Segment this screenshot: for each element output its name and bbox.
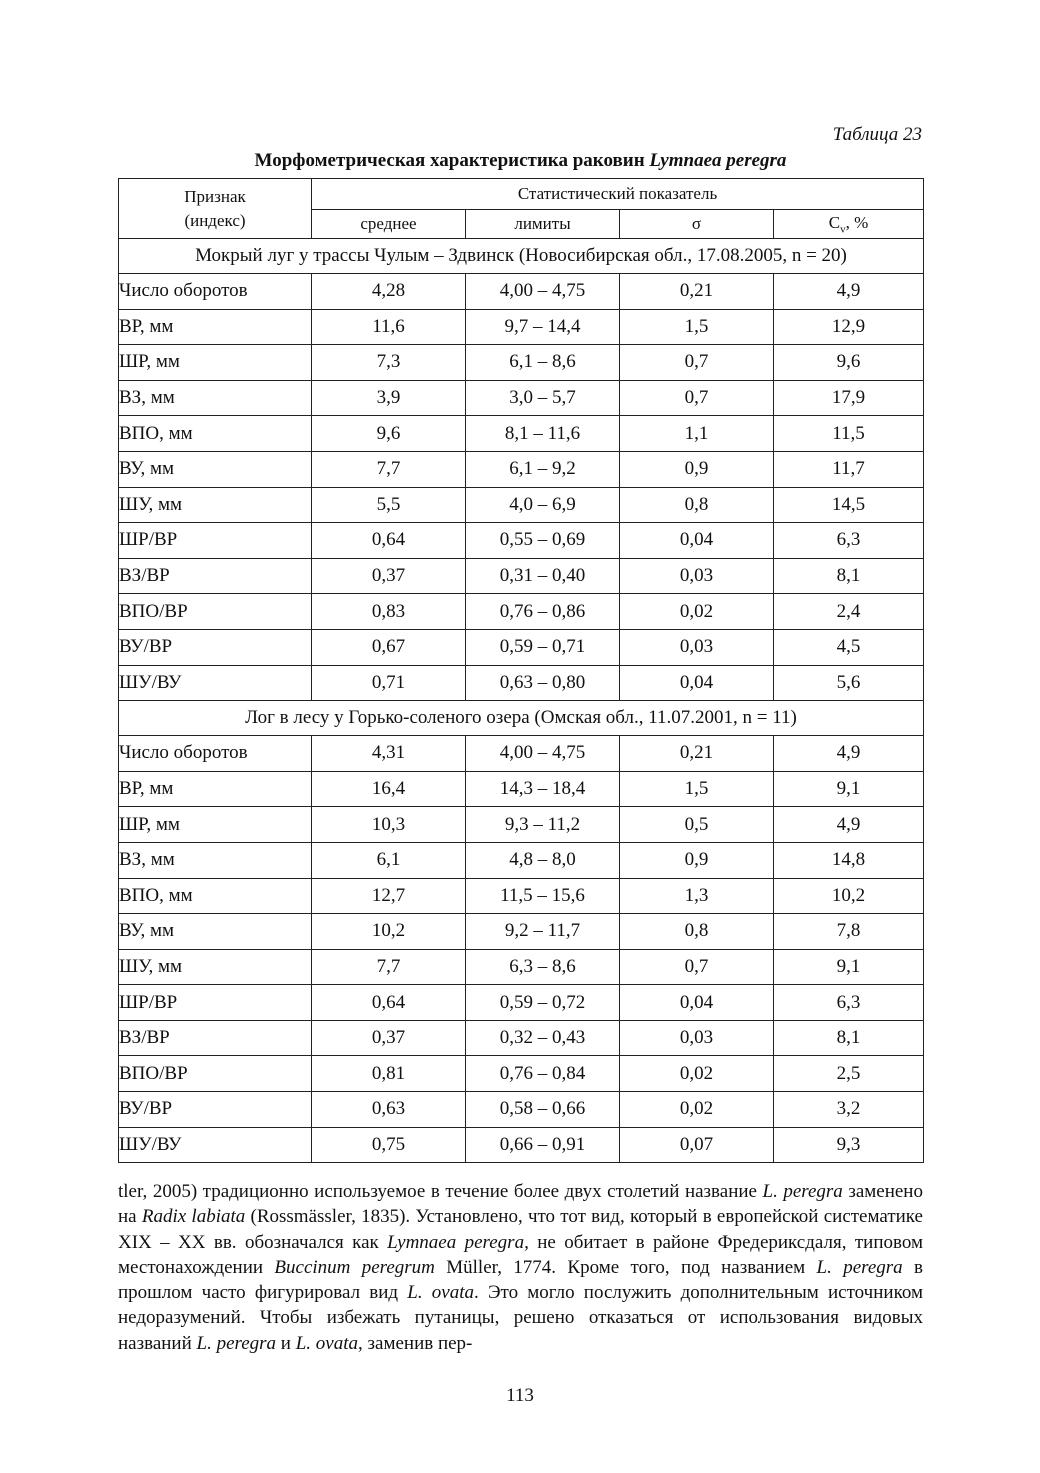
cell-feature: ВЗ/ВР	[119, 558, 312, 594]
cell-sigma: 0,07	[620, 1127, 774, 1163]
table-row	[119, 985, 924, 1021]
species-name: L. peregra	[816, 1256, 903, 1278]
cell-feature: ВПО, мм	[119, 878, 312, 914]
cell-cv: 14,8	[774, 842, 924, 878]
table-row	[119, 309, 924, 345]
table-number-label: Таблица 23	[832, 124, 922, 145]
text-segment: не обитает в районе Фредериксдаля, типовом местонахождении	[118, 1231, 923, 1278]
cell-limits: 4,0 – 6,9	[466, 487, 620, 523]
cell-sigma: 0,02	[620, 594, 774, 630]
table-row	[119, 345, 924, 381]
section-header-row	[119, 701, 924, 736]
cell-limits: 0,76 – 0,86	[466, 594, 620, 630]
cell-sigma: 0,9	[620, 842, 774, 878]
cell-sigma: 0,02	[620, 1056, 774, 1092]
cell-feature: ШУ, мм	[119, 949, 312, 985]
cell-feature: Число оборотов	[119, 274, 312, 310]
cell-mean: 0,37	[312, 558, 466, 594]
cell-limits: 0,55 – 0,69	[466, 523, 620, 559]
text-segment: . Это могло послужить дополнительным источником недоразумений. Чтобы избежать путаницы, решено отказаться от использования видовых названий	[118, 1282, 923, 1354]
header-feature	[119, 179, 312, 239]
cell-feature: ВР, мм	[119, 771, 312, 807]
cell-limits: 0,58 – 0,66	[466, 1092, 620, 1128]
cell-feature: ШР/ВР	[119, 523, 312, 559]
table-row	[119, 558, 924, 594]
section-title: Лог в лесу у Горько-соленого озера (Омская обл., 11.07.2001, n = 11)	[119, 701, 924, 736]
cell-sigma: 0,02	[620, 1092, 774, 1128]
cell-sigma: 0,7	[620, 380, 774, 416]
species-name: L. peregra	[762, 1181, 843, 1202]
header-cv	[774, 210, 924, 239]
cell-mean: 0,64	[312, 523, 466, 559]
cell-mean: 0,71	[312, 665, 466, 701]
cell-cv: 6,3	[774, 985, 924, 1021]
cell-cv: 11,7	[774, 451, 924, 487]
species-name: L. peregra	[196, 1332, 277, 1354]
text-segment: , заменив пер-	[358, 1332, 473, 1354]
cell-limits: 0,31 – 0,40	[466, 558, 620, 594]
cell-feature: ВУ/ВР	[119, 1092, 312, 1128]
cell-feature: ВУ, мм	[119, 451, 312, 487]
cell-sigma: 0,04	[620, 985, 774, 1021]
table-row	[119, 1056, 924, 1092]
cell-mean: 16,4	[312, 771, 466, 807]
cell-feature: ВПО, мм	[119, 416, 312, 452]
cell-mean: 12,7	[312, 878, 466, 914]
species-name: L. ovata	[407, 1282, 475, 1304]
cell-mean: 5,5	[312, 487, 466, 523]
cell-feature: ВЗ, мм	[119, 842, 312, 878]
table-row	[119, 1020, 924, 1056]
cell-limits: 6,3 – 8,6	[466, 949, 620, 985]
cell-cv: 4,9	[774, 274, 924, 310]
cell-mean: 7,7	[312, 451, 466, 487]
text-segment: в прошлом часто фигурировал вид	[118, 1256, 923, 1304]
cell-cv: 12,9	[774, 309, 924, 345]
cell-mean: 4,28	[312, 274, 466, 310]
cell-sigma: 1,1	[620, 416, 774, 452]
cell-feature: ВЗ, мм	[119, 380, 312, 416]
cell-cv: 8,1	[774, 1020, 924, 1056]
table-row	[119, 878, 924, 914]
cell-limits: 14,3 – 18,4	[466, 771, 620, 807]
table-row	[119, 949, 924, 985]
cell-feature: ВР, мм	[119, 309, 312, 345]
table-row	[119, 629, 924, 665]
cell-sigma: 0,7	[620, 949, 774, 985]
table-row	[119, 665, 924, 701]
cell-feature: ВПО/ВР	[119, 1056, 312, 1092]
species-name: Lymnaea peregra,	[387, 1231, 529, 1253]
cell-mean: 3,9	[312, 380, 466, 416]
cell-limits: 0,76 – 0,84	[466, 1056, 620, 1092]
species-name: Radix labiata	[141, 1206, 246, 1228]
cell-feature: ШР, мм	[119, 807, 312, 843]
table-row	[119, 416, 924, 452]
table-row	[119, 914, 924, 950]
cell-mean: 9,6	[312, 416, 466, 452]
cell-mean: 11,6	[312, 309, 466, 345]
cell-mean: 7,7	[312, 949, 466, 985]
cell-feature: ВУ/ВР	[119, 629, 312, 665]
table-row	[119, 451, 924, 487]
cell-cv: 14,5	[774, 487, 924, 523]
cell-mean: 0,81	[312, 1056, 466, 1092]
cell-sigma: 0,21	[620, 274, 774, 310]
cell-sigma: 0,03	[620, 629, 774, 665]
table-title-species: Lymnaea peregra	[649, 150, 787, 171]
cell-sigma: 0,8	[620, 487, 774, 523]
cell-cv: 7,8	[774, 914, 924, 950]
table-row	[119, 807, 924, 843]
text-segment: и	[276, 1332, 296, 1354]
section-header-row	[119, 239, 924, 274]
table-title-text: Морфометрическая характеристика раковин	[254, 150, 650, 171]
cell-cv: 4,5	[774, 629, 924, 665]
table-row	[119, 594, 924, 630]
cell-feature: ШУ/ВУ	[119, 665, 312, 701]
header-feature-line1: Признак	[184, 186, 246, 206]
cell-limits: 0,32 – 0,43	[466, 1020, 620, 1056]
cell-limits: 0,63 – 0,80	[466, 665, 620, 701]
cell-mean: 6,1	[312, 842, 466, 878]
cell-cv: 2,5	[774, 1056, 924, 1092]
cell-cv: 9,1	[774, 771, 924, 807]
cell-cv: 11,5	[774, 416, 924, 452]
cell-limits: 4,00 – 4,75	[466, 274, 620, 310]
cell-limits: 4,8 – 8,0	[466, 842, 620, 878]
cell-sigma: 1,5	[620, 771, 774, 807]
cell-limits: 0,59 – 0,71	[466, 629, 620, 665]
cell-limits: 0,66 – 0,91	[466, 1127, 620, 1163]
cell-limits: 9,7 – 14,4	[466, 309, 620, 345]
cell-limits: 6,1 – 8,6	[466, 345, 620, 381]
cell-sigma: 0,03	[620, 558, 774, 594]
cell-sigma: 0,8	[620, 914, 774, 950]
cell-cv: 4,9	[774, 736, 924, 772]
table-row	[119, 487, 924, 523]
cell-cv: 2,4	[774, 594, 924, 630]
page-number: 113	[506, 1385, 534, 1406]
table-row	[119, 523, 924, 559]
cell-cv: 8,1	[774, 558, 924, 594]
cell-feature: ШР/ВР	[119, 985, 312, 1021]
cell-mean: 0,83	[312, 594, 466, 630]
cell-limits: 9,3 – 11,2	[466, 807, 620, 843]
cell-mean: 0,64	[312, 985, 466, 1021]
table-row	[119, 842, 924, 878]
text-segment: Müller, 1774. Кроме того, под названием	[434, 1256, 817, 1278]
header-mean: среднее	[312, 210, 466, 239]
cell-sigma: 0,21	[620, 736, 774, 772]
cell-feature: ВЗ/ВР	[119, 1020, 312, 1056]
cell-limits: 4,00 – 4,75	[466, 736, 620, 772]
cell-limits: 9,2 – 11,7	[466, 914, 620, 950]
cell-mean: 0,37	[312, 1020, 466, 1056]
species-name: L. ovata	[295, 1332, 358, 1354]
cell-sigma: 0,9	[620, 451, 774, 487]
cell-mean: 0,67	[312, 629, 466, 665]
header-limits: лимиты	[466, 210, 620, 239]
species-name: Buccinum peregrum	[274, 1256, 435, 1278]
table-body	[119, 239, 924, 1163]
cell-mean: 10,2	[312, 914, 466, 950]
cell-mean: 10,3	[312, 807, 466, 843]
cell-cv: 3,2	[774, 1092, 924, 1128]
morphometric-table	[118, 178, 924, 1163]
text-segment: (Rossmässler, 1835). Установлено, что тот вид, который в европейской систематике XIX – XX вв. обозначался как	[118, 1206, 923, 1253]
table-row	[119, 736, 924, 772]
table-title	[118, 150, 923, 172]
header-cv-unit: , %	[845, 212, 869, 232]
cell-sigma: 0,04	[620, 665, 774, 701]
cell-sigma: 1,5	[620, 309, 774, 345]
cell-mean: 7,3	[312, 345, 466, 381]
cell-limits: 3,0 – 5,7	[466, 380, 620, 416]
cell-cv: 10,2	[774, 878, 924, 914]
cell-feature: ВПО/ВР	[119, 594, 312, 630]
cell-limits: 11,5 – 15,6	[466, 878, 620, 914]
cell-sigma: 0,04	[620, 523, 774, 559]
cell-cv: 4,9	[774, 807, 924, 843]
cell-sigma: 0,03	[620, 1020, 774, 1056]
cell-sigma: 1,3	[620, 878, 774, 914]
cell-cv: 17,9	[774, 380, 924, 416]
cell-feature: ШР, мм	[119, 345, 312, 381]
cell-limits: 0,59 – 0,72	[466, 985, 620, 1021]
cell-cv: 9,3	[774, 1127, 924, 1163]
table-row	[119, 1127, 924, 1163]
cell-feature: ВУ, мм	[119, 914, 312, 950]
text-segment: заменено на	[118, 1181, 923, 1228]
cell-cv: 9,6	[774, 345, 924, 381]
cell-sigma: 0,5	[620, 807, 774, 843]
cell-sigma: 0,7	[620, 345, 774, 381]
table-row	[119, 771, 924, 807]
cell-cv: 6,3	[774, 523, 924, 559]
cell-feature: ШУ, мм	[119, 487, 312, 523]
body-paragraph	[118, 1179, 923, 1356]
text-segment: tler, 2005) традиционно используемое в течение более двух столетий название	[118, 1181, 763, 1202]
table-row	[119, 380, 924, 416]
header-cv-main: C	[828, 212, 841, 232]
cell-limits: 8,1 – 11,6	[466, 416, 620, 452]
cell-limits: 6,1 – 9,2	[466, 451, 620, 487]
cell-cv: 5,6	[774, 665, 924, 701]
header-feature-line2: (индекс)	[184, 210, 246, 230]
header-stat-group: Статистический показатель	[312, 179, 924, 210]
cell-cv: 9,1	[774, 949, 924, 985]
header-sigma: σ	[620, 210, 774, 239]
cell-feature: ШУ/ВУ	[119, 1127, 312, 1163]
table-row	[119, 274, 924, 310]
cell-mean: 0,63	[312, 1092, 466, 1128]
header-cv-sub: v	[840, 223, 846, 236]
section-title: Мокрый луг у трассы Чулым – Здвинск (Новосибирская обл., 17.08.2005, n = 20)	[119, 239, 924, 274]
cell-feature: Число оборотов	[119, 736, 312, 772]
cell-mean: 4,31	[312, 736, 466, 772]
table-row	[119, 1092, 924, 1128]
cell-mean: 0,75	[312, 1127, 466, 1163]
